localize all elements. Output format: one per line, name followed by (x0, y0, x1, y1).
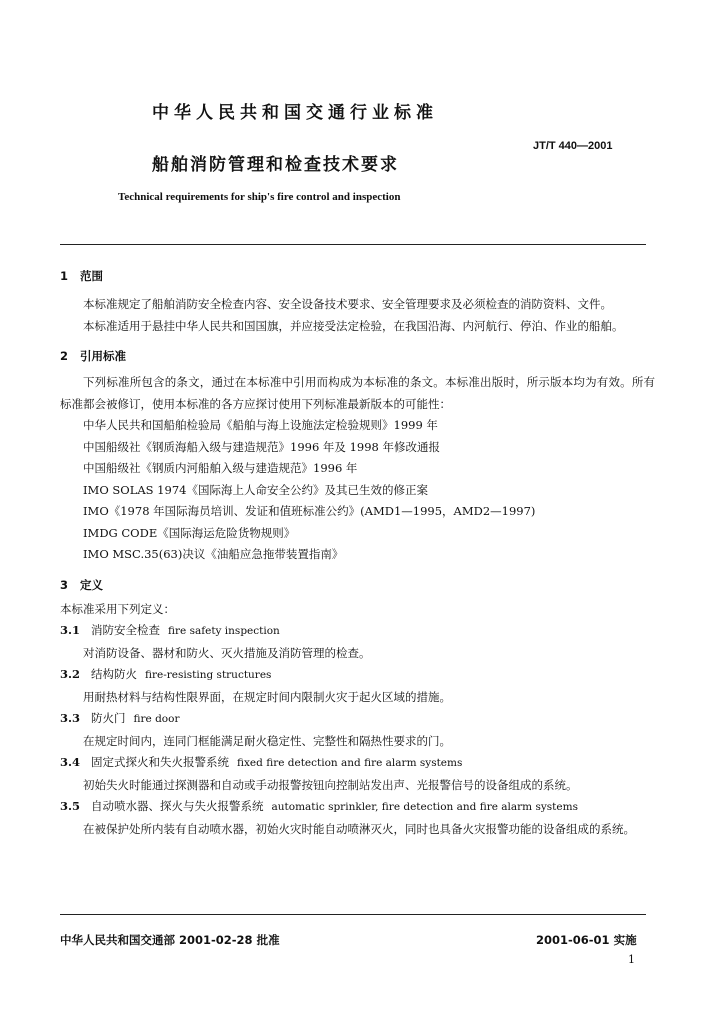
reference-item: 中国船级社《钢质海船入级与建造规范》1996 年及 1998 年修改通报 (83, 439, 440, 454)
definition-heading: 3.3 防火门 fire door (60, 711, 180, 725)
definition-text: 对消防设备、器材和防火、灭火措施及消防管理的检查。 (83, 645, 371, 660)
section-number: 1 (60, 269, 69, 283)
section-1-heading (60, 266, 655, 288)
paragraph: 本标准适用于悬挂中华人民共和国国旗，并应接受法定检验，在我国沿海、内河航行、停泊、作业的船舶。 (83, 318, 624, 333)
reference-item: IMDG CODE《国际海运危险货物规则》 (83, 525, 296, 540)
page-number: 1 (628, 953, 635, 966)
definition-text: 在被保护处所内装有自动喷水器，初始火灾时能自动喷淋灭火，同时也具备火灾报警功能的设备组成的系统。 (83, 821, 635, 836)
definition-text: 初始失火时能通过探测器和自动或手动报警按钮向控制站发出声、光报警信号的设备组成的系统。 (83, 777, 578, 792)
reference-item: 中华人民共和国船舶检验局《船舶与海上设施法定检验规则》1999 年 (83, 418, 438, 432)
section-3-heading (60, 575, 655, 597)
definition-text: 用耐热材料与结构性限界面，在规定时间内限制火灾于起火区域的措施。 (83, 689, 451, 704)
reference-item: 中国船级社《钢质内河船舶入级与建造规范》1996 年 (83, 461, 358, 475)
definition-heading: 3.4 固定式探火和失火报警系统 fixed fire detection and fire alarm systems (60, 755, 463, 769)
section-title: 范围 (80, 269, 103, 283)
standard-code: JT/T 440—2001 (533, 140, 613, 152)
definition-heading: 3.2 结构防火 fire-resisting structures (60, 667, 272, 681)
section-title: 定义 (80, 577, 103, 592)
definition-text: 在规定时间内，连同门框能满足耐火稳定性、完整性和隔热性要求的门。 (83, 733, 451, 748)
document-title: 船舶消防管理和检查技术要求 (152, 155, 399, 175)
header-divider (60, 244, 646, 245)
reference-item: IMO《1978 年国际海员培训、发证和值班标准公约》(AMD1—1995，AMD2—1997) (83, 504, 536, 518)
definition-heading: 3.5 自动喷水器、探火与失火报警系统 automatic sprinkler, fire detection and fire alarm systems (60, 799, 578, 813)
approval-line: 中华人民共和国交通部 2001-02-28 批准 (60, 933, 280, 947)
standard-category: 中华人民共和国交通行业标准 (152, 103, 438, 123)
document-title-english: Technical requirements for ship's fire control and inspection (118, 191, 401, 203)
reference-item: IMO MSC.35(63)决议《油船应急拖带装置指南》 (83, 547, 344, 561)
definition-heading: 3.1 消防安全检查 fire safety inspection (60, 623, 280, 637)
paragraph: 本标准规定了船舶消防安全检查内容、安全设备技术要求、安全管理要求及必须检查的消防资料、文件。 (83, 297, 612, 311)
effective-date: 2001-06-01 实施 (536, 933, 637, 947)
footer-divider (60, 914, 646, 915)
paragraph: 下列标准所包含的条文，通过在本标准中引用而构成为本标准的条文。本标准出版时，所示版本均为有效。所有标准都会被修订，使用本标准的各方应探讨使用下列标准最新版本的可能性： (60, 375, 655, 411)
section-2-heading (60, 346, 655, 368)
reference-item: IMO SOLAS 1974《国际海上人命安全公约》及其已生效的修正案 (83, 482, 428, 497)
section-number: 3 (60, 577, 69, 592)
document-body (60, 266, 655, 840)
definitions-intro: 本标准采用下列定义： (60, 601, 175, 616)
section-title: 引用标准 (80, 349, 126, 363)
section-number: 2 (60, 349, 69, 363)
